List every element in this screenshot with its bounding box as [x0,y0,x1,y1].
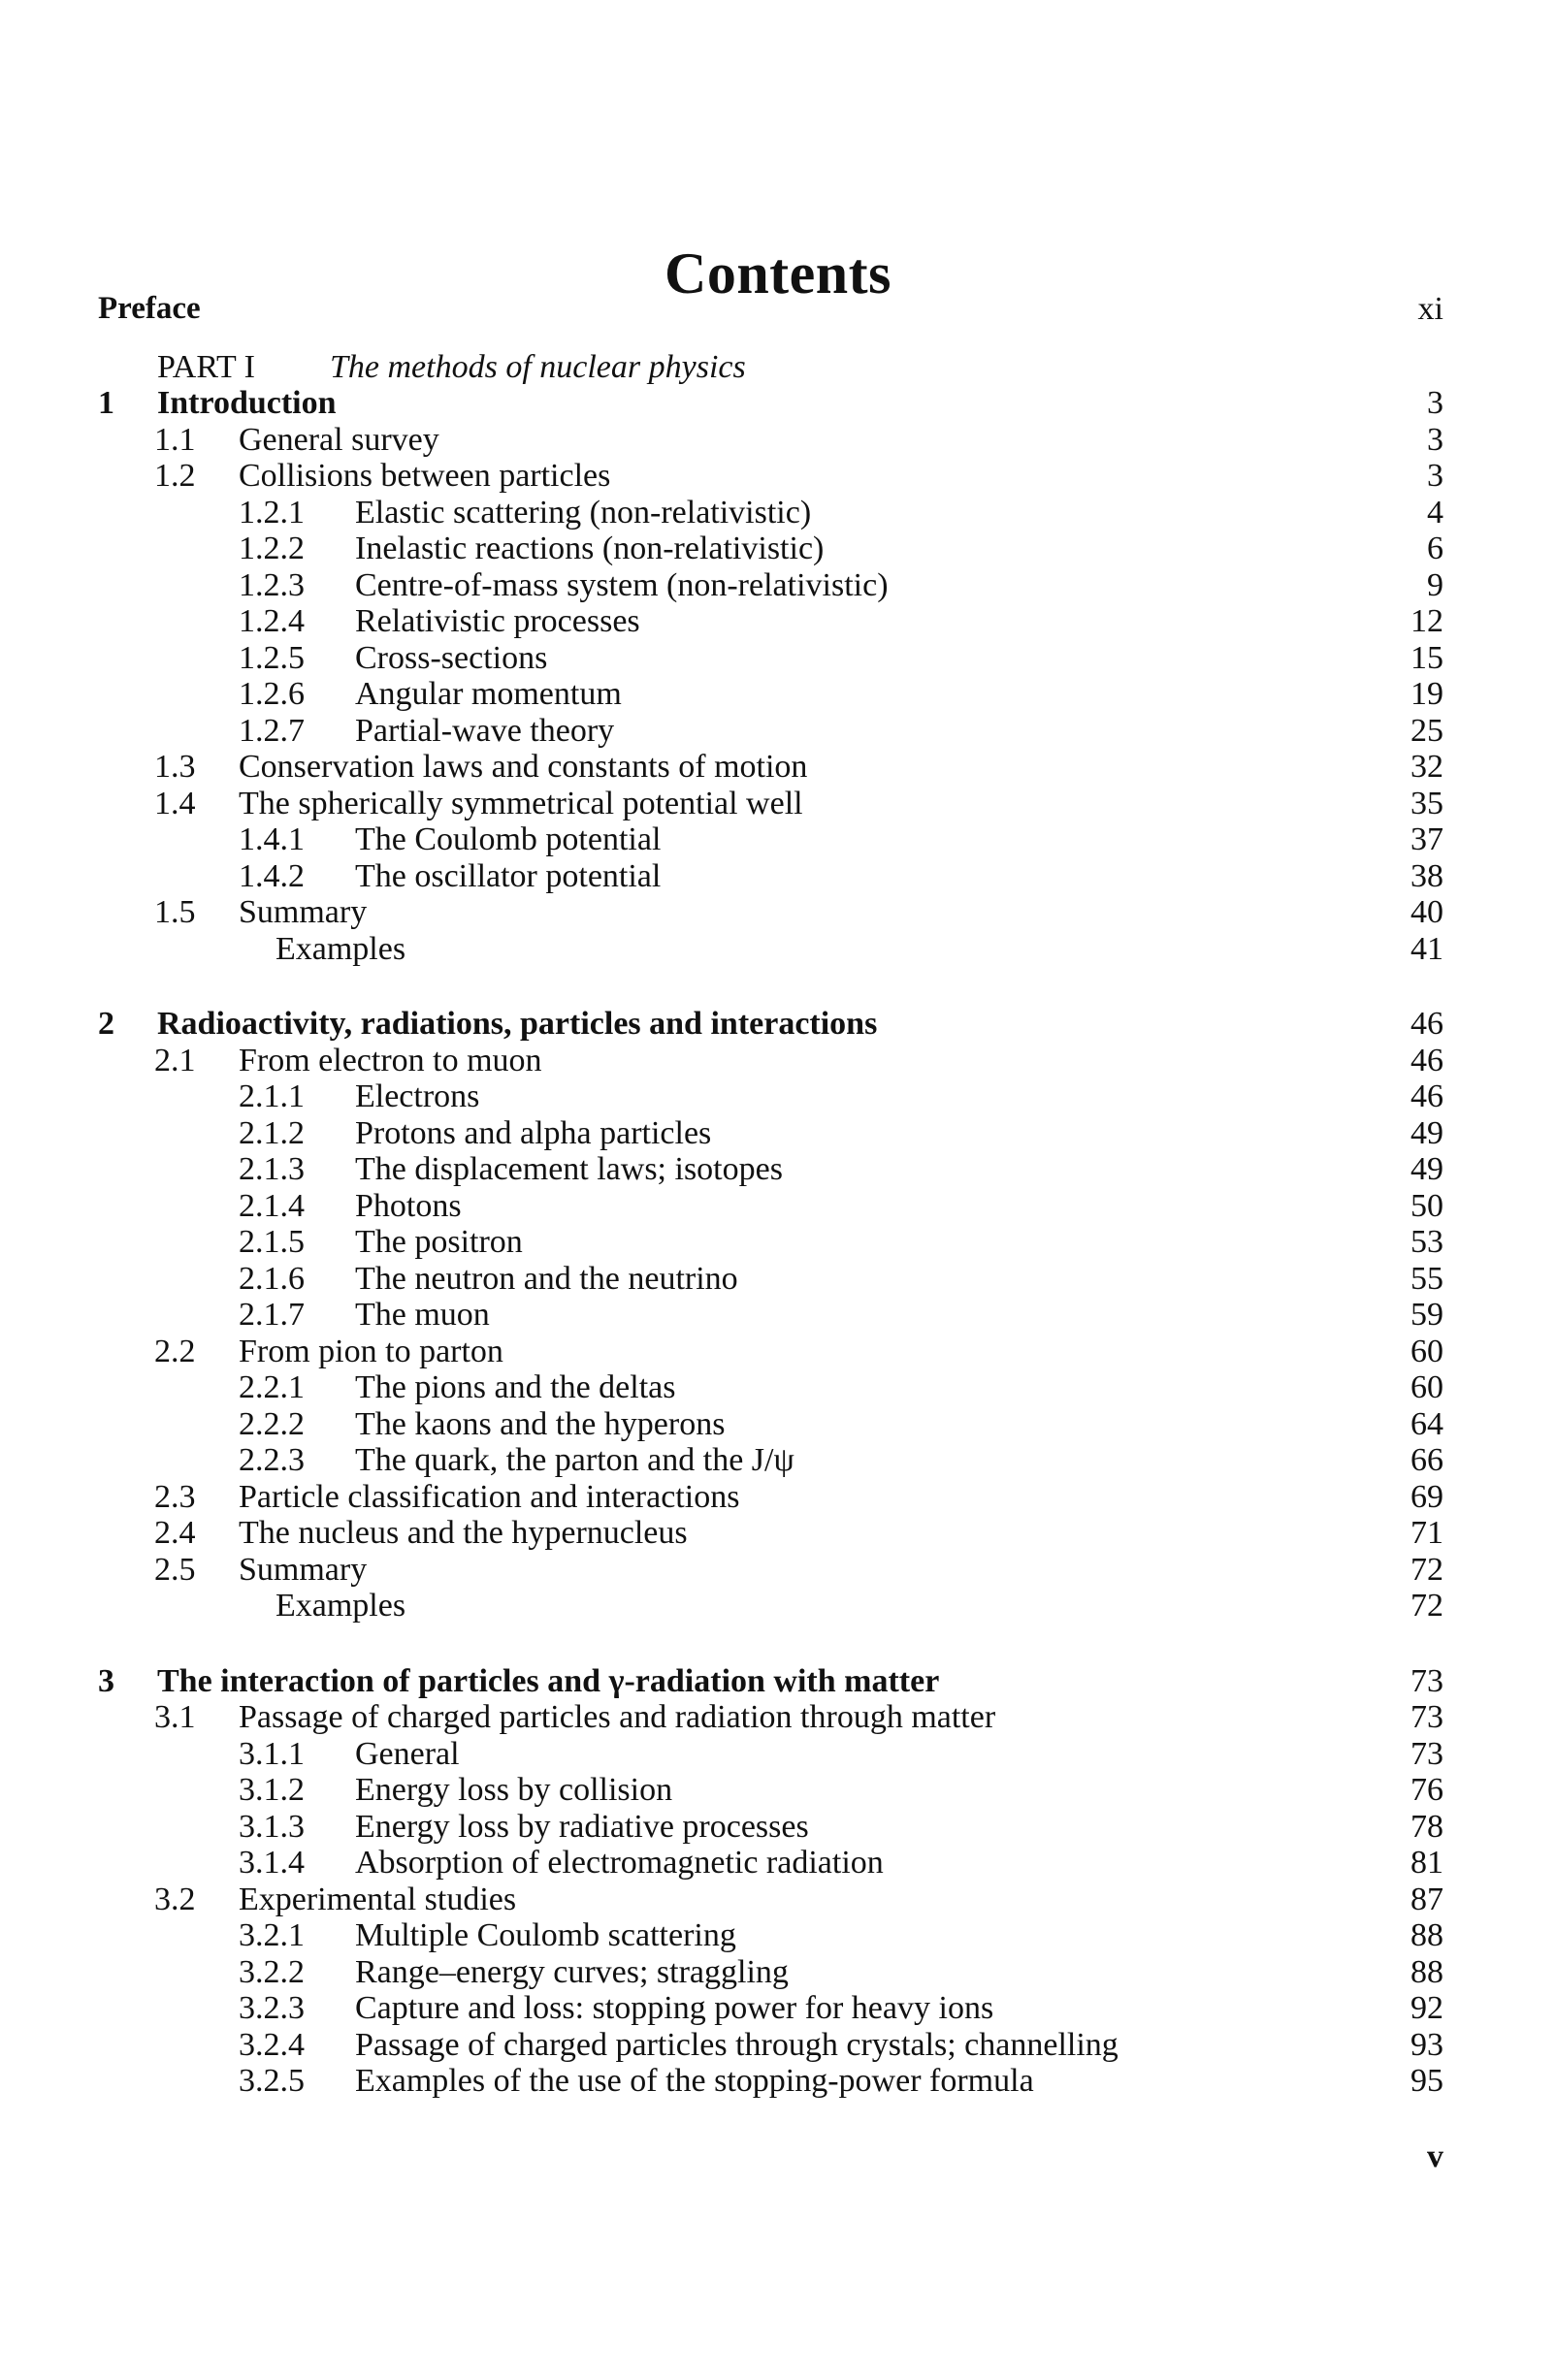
page-folio: v [1427,2139,1443,2174]
entry-page: 69 [1410,1478,1443,1515]
entry-number: 1.1 [154,421,196,458]
entry-page: 4 [1427,494,1443,531]
entry-title: Cross-sections [355,639,548,676]
toc-section [0,422,1556,459]
entry-number: 1.2.3 [239,566,305,603]
entry-page: 40 [1410,894,1443,930]
toc-subsection [0,2063,1556,2100]
entry-page: 32 [1410,749,1443,785]
entry-page: 46 [1410,1078,1443,1114]
entry-title: The pions and the deltas [355,1369,676,1405]
entry-title: The quark, the parton and the J/ψ [355,1442,794,1478]
preface-page: xi [1417,291,1443,327]
entry-title: Collisions between particles [239,458,611,494]
entry-number: 3.2.3 [239,1990,305,2026]
entry-number: 1.2.6 [239,676,305,712]
toc-chapter [0,1663,1556,1700]
entry-page: 81 [1410,1845,1443,1881]
entry-number: 2.4 [154,1515,196,1551]
entry-number: 2.2.1 [239,1369,305,1405]
entry-number: 1.2 [154,458,196,494]
entry-page: 92 [1410,1990,1443,2026]
toc-section [0,786,1556,822]
entry-page: 76 [1410,1772,1443,1808]
entry-title: Examples of the use of the stopping-power formula [355,2063,1034,2099]
chapter-page: 3 [1427,385,1443,421]
part-title: The methods of nuclear physics [330,348,746,385]
entry-number: 3.2.4 [239,2026,305,2063]
entry-number: 3.1.1 [239,1735,305,1772]
entry-title: Partial-wave theory [355,712,615,749]
entry-number: 1.3 [154,749,196,785]
entry-page: 88 [1410,1917,1443,1953]
part-label: PART I [157,348,255,385]
entry-page: 72 [1410,1588,1443,1624]
entry-title: General survey [239,421,439,458]
entry-title: The oscillator potential [355,857,662,894]
toc-subsection [0,1297,1556,1334]
entry-page: 73 [1410,1735,1443,1772]
entry-page: 93 [1410,2026,1443,2063]
toc-subsection [0,1115,1556,1152]
toc-section [0,1479,1556,1516]
toc-subsection [0,2027,1556,2064]
entry-page: 49 [1410,1114,1443,1151]
entry-page: 6 [1427,531,1443,566]
entry-title: Range–energy curves; straggling [355,1953,789,1990]
entry-page: 37 [1410,821,1443,857]
toc-subsection [0,1990,1556,2027]
entry-title: Examples [276,930,406,967]
entry-title: Protons and alpha particles [355,1114,712,1151]
toc-subsection [0,1736,1556,1773]
entry-number: 1.4.1 [239,821,305,857]
toc-subsection [0,1188,1556,1225]
entry-number: 2.2.2 [239,1405,305,1442]
table-of-contents [0,291,1556,2100]
toc-section [0,458,1556,495]
toc-subsection [0,1369,1556,1406]
toc-subsection [0,1917,1556,1954]
entry-number: 3.1.3 [239,1808,305,1845]
entry-number: 2.1.1 [239,1078,305,1114]
entry-page: 60 [1410,1369,1443,1405]
entry-title: The kaons and the hyperons [355,1405,726,1442]
toc-subsection [0,713,1556,750]
entry-title: Capture and loss: stopping power for heavy ions [355,1990,994,2026]
entry-number: 2.1.4 [239,1187,305,1224]
toc-subsection [0,1406,1556,1443]
chapter-number: 3 [98,1662,114,1699]
toc-subsection [0,676,1556,713]
entry-title: Multiple Coulomb scattering [355,1917,736,1953]
entry-page: 41 [1410,930,1443,967]
toc-subsection [0,1845,1556,1881]
entry-page: 3 [1427,458,1443,494]
entry-title: Elastic scattering (non-relativistic) [355,494,812,531]
entry-page: 46 [1410,1042,1443,1078]
entry-title: Electrons [355,1078,480,1114]
entry-title: Energy loss by collision [355,1772,673,1808]
toc-examples [0,1588,1556,1624]
entry-number: 3.2 [154,1881,196,1917]
toc-subsection [0,1078,1556,1115]
entry-title: Passage of charged particles through crystals; channelling [355,2026,1118,2063]
entry-page: 38 [1410,857,1443,894]
entry-title: Summary [239,894,368,930]
entry-page: 53 [1410,1224,1443,1260]
toc-subsection [0,858,1556,895]
entry-title: Particle classification and interactions [239,1478,740,1515]
entry-title: The positron [355,1224,523,1260]
toc-subsection [0,495,1556,531]
entry-page: 88 [1410,1953,1443,1990]
chapter-number: 2 [98,1006,114,1042]
toc-section [0,1881,1556,1918]
entry-title: The nucleus and the hypernucleus [239,1515,688,1551]
page-title: Contents [664,241,891,306]
toc-preface [0,291,1556,328]
entry-title: Conservation laws and constants of motion [239,749,808,785]
toc-section [0,1515,1556,1552]
chapter-title: Radioactivity, radiations, particles and interactions [157,1006,878,1042]
toc-part [0,349,1556,386]
entry-title: The muon [355,1297,490,1333]
entry-page: 72 [1410,1551,1443,1588]
preface-label: Preface [98,291,201,326]
entry-page: 64 [1410,1405,1443,1442]
chapter-title: Introduction [157,385,337,421]
toc-section [0,1699,1556,1736]
entry-number: 1.5 [154,894,196,930]
entry-number: 3.2.1 [239,1917,305,1953]
entry-number: 2.1.5 [239,1224,305,1260]
chapter-page: 73 [1410,1662,1443,1699]
entry-page: 15 [1410,639,1443,676]
entry-title: The displacement laws; isotopes [355,1151,783,1187]
toc-subsection [0,1442,1556,1479]
entry-title: Examples [276,1588,406,1624]
chapter-title: The interaction of particles and γ-radiation with matter [157,1662,940,1699]
entry-title: Passage of charged particles and radiation through matter [239,1699,996,1735]
entry-number: 1.2.1 [239,494,305,531]
entry-page: 35 [1410,785,1443,821]
entry-title: Energy loss by radiative processes [355,1808,809,1845]
entry-page: 60 [1410,1333,1443,1369]
chapter-page: 46 [1410,1006,1443,1042]
entry-title: General [355,1735,460,1772]
entry-number: 1.4 [154,785,196,821]
entry-title: Relativistic processes [355,603,640,639]
entry-page: 12 [1410,603,1443,639]
entry-page: 73 [1410,1699,1443,1735]
entry-number: 1.4.2 [239,857,305,894]
entry-page: 95 [1410,2063,1443,2099]
entry-title: Absorption of electromagnetic radiation [355,1845,884,1881]
entry-page: 59 [1410,1297,1443,1333]
toc-subsection [0,1261,1556,1298]
entry-title: Inelastic reactions (non-relativistic) [355,531,825,566]
chapter-number: 1 [98,385,114,421]
entry-number: 2.2 [154,1333,196,1369]
entry-page: 25 [1410,712,1443,749]
entry-title: Angular momentum [355,676,622,712]
entry-number: 3.1.4 [239,1845,305,1881]
toc-subsection [0,1954,1556,1991]
toc-section [0,1552,1556,1589]
entry-title: The neutron and the neutrino [355,1260,738,1297]
entry-page: 66 [1410,1442,1443,1478]
entry-number: 2.1.3 [239,1151,305,1187]
entry-number: 1.2.4 [239,603,305,639]
entry-title: Experimental studies [239,1881,517,1917]
entry-page: 55 [1410,1260,1443,1297]
toc-chapter [0,1006,1556,1043]
toc-subsection [0,567,1556,604]
entry-page: 9 [1427,566,1443,603]
entry-number: 1.2.5 [239,639,305,676]
entry-page: 50 [1410,1187,1443,1224]
entry-page: 87 [1410,1881,1443,1917]
toc-subsection [0,1809,1556,1846]
entry-number: 3.1.2 [239,1772,305,1808]
entry-number: 2.1.6 [239,1260,305,1297]
entry-page: 49 [1410,1151,1443,1187]
toc-subsection [0,1772,1556,1809]
toc-section [0,894,1556,931]
entry-title: Photons [355,1187,462,1224]
entry-title: From electron to muon [239,1042,542,1078]
entry-number: 2.1.2 [239,1114,305,1151]
entry-title: Summary [239,1551,368,1588]
entry-number: 2.3 [154,1478,196,1515]
chapter-list [0,385,1556,2100]
toc-examples [0,931,1556,968]
entry-number: 3.2.5 [239,2063,305,2099]
toc-chapter [0,385,1556,422]
toc-section [0,1043,1556,1079]
entry-number: 2.5 [154,1551,196,1588]
entry-number: 3.2.2 [239,1953,305,1990]
toc-subsection [0,640,1556,677]
toc-subsection [0,531,1556,567]
toc-section [0,1334,1556,1370]
entry-number: 2.2.3 [239,1442,305,1478]
entry-title: Centre-of-mass system (non-relativistic) [355,566,889,603]
entry-number: 2.1.7 [239,1297,305,1333]
toc-subsection [0,1151,1556,1188]
entry-title: The Coulomb potential [355,821,662,857]
entry-page: 19 [1410,676,1443,712]
entry-page: 78 [1410,1808,1443,1845]
entry-number: 2.1 [154,1042,196,1078]
entry-number: 3.1 [154,1699,196,1735]
toc-subsection [0,1224,1556,1261]
entry-page: 71 [1410,1515,1443,1551]
entry-title: From pion to parton [239,1333,503,1369]
entry-title: The spherically symmetrical potential well [239,785,803,821]
entry-number: 1.2.2 [239,531,305,566]
toc-subsection [0,821,1556,858]
toc-subsection [0,603,1556,640]
entry-page: 3 [1427,421,1443,458]
toc-section [0,749,1556,786]
entry-number: 1.2.7 [239,712,305,749]
